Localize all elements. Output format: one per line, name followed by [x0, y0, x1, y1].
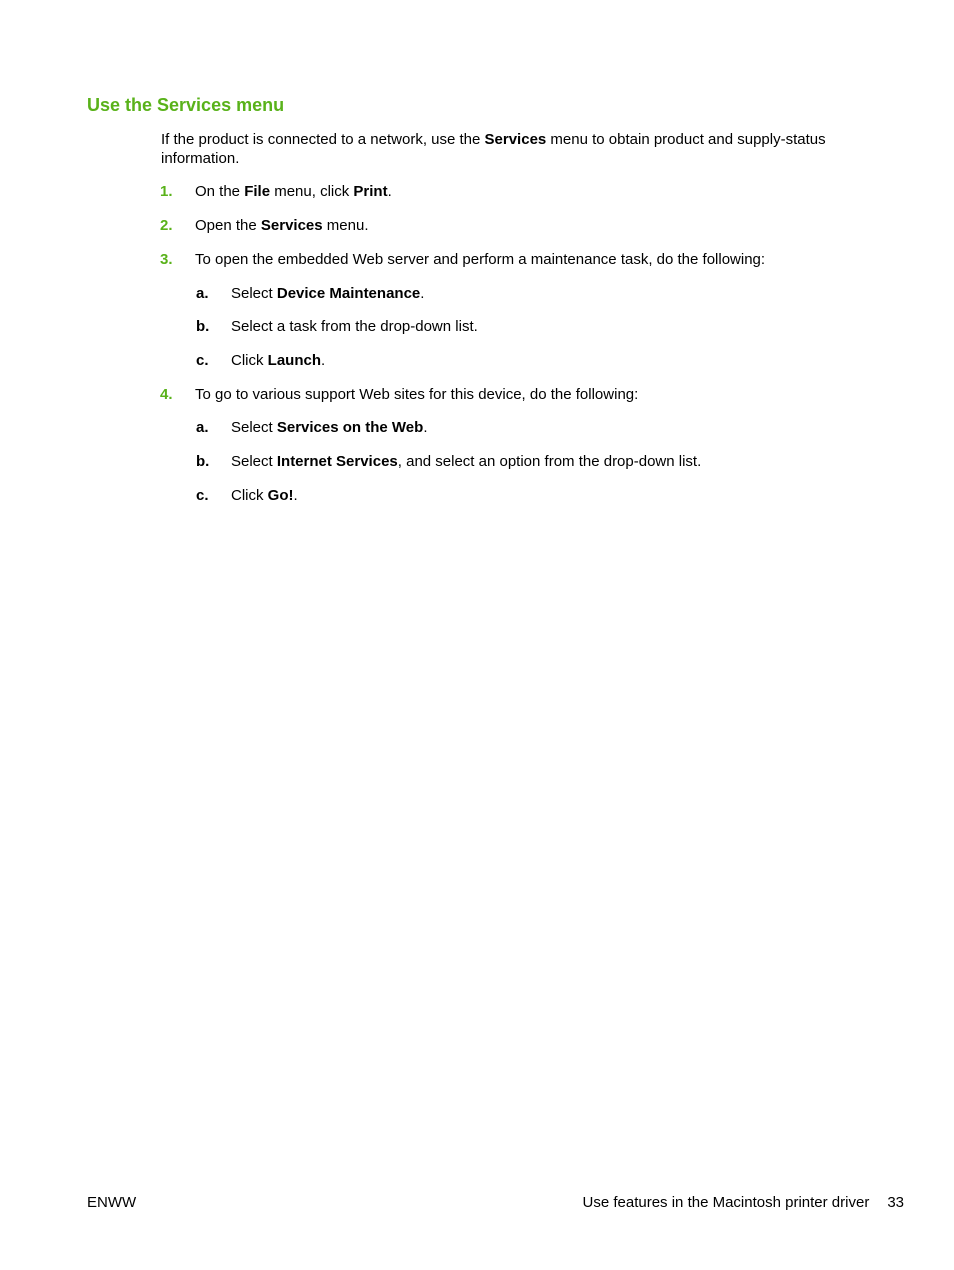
- substep-text: [231, 486, 298, 505]
- text-run: Select: [231, 419, 277, 436]
- text-run: Select: [231, 453, 277, 470]
- text-run: .: [420, 285, 425, 302]
- text-run: To open the embedded Web server and perform a maintenance task, do the following:: [195, 251, 766, 268]
- intro-text-post: menu to obtain product and supply-status information.: [161, 131, 826, 167]
- text-run: .: [321, 352, 326, 369]
- step-number: 4.: [160, 386, 173, 403]
- step-number: 3.: [160, 251, 173, 268]
- footer-chapter-page: [583, 1193, 904, 1212]
- substep-letter: b.: [196, 453, 210, 470]
- bold-run: Device Maintenance: [276, 285, 421, 302]
- bold-run: Launch: [267, 352, 322, 369]
- substep-text: [231, 418, 427, 437]
- substep-letter: c.: [196, 487, 209, 504]
- page-number: 33: [887, 1194, 904, 1211]
- step-text: [195, 182, 392, 201]
- substep-letter: c.: [196, 352, 209, 369]
- step-text: [195, 216, 368, 235]
- text-run: .: [387, 183, 392, 200]
- text-run: menu.: [322, 217, 369, 234]
- substep-text: [231, 284, 424, 303]
- substep-text: [231, 317, 478, 336]
- substep-letter: a.: [196, 285, 209, 302]
- step-text: [195, 250, 765, 269]
- step-text: [195, 385, 638, 404]
- step-number: 1.: [160, 183, 173, 200]
- step-number: 2.: [160, 217, 173, 234]
- text-run: .: [423, 419, 428, 436]
- section-title: Use the Services menu: [87, 95, 285, 115]
- text-run: Open the: [195, 217, 261, 234]
- bold-run: Internet Services: [276, 453, 398, 470]
- intro-text-pre: If the product is connected to a network, use the: [161, 131, 485, 148]
- bold-run: Go!: [267, 487, 294, 504]
- text-run: .: [293, 487, 298, 504]
- bold-run: Print: [353, 183, 388, 200]
- text-run: Click: [231, 352, 268, 369]
- intro-text-bold: Services: [484, 131, 547, 148]
- text-run: Click: [231, 487, 268, 504]
- intro-paragraph: [161, 130, 891, 168]
- text-run: menu, click: [270, 183, 354, 200]
- substep-letter: a.: [196, 419, 209, 436]
- text-run: To go to various support Web sites for this device, do the following:: [195, 386, 639, 403]
- text-run: , and select an option from the drop-down list.: [397, 453, 702, 470]
- footer-doc-code: ENWW: [87, 1194, 137, 1211]
- text-run: Select: [231, 285, 277, 302]
- footer-chapter-title: Use features in the Macintosh printer driver: [582, 1194, 870, 1211]
- substep-text: [231, 351, 325, 370]
- substep-text: [231, 452, 701, 471]
- text-run: Select a task from the drop-down list.: [231, 318, 478, 335]
- bold-run: File: [244, 183, 271, 200]
- substep-letter: b.: [196, 318, 210, 335]
- text-run: On the: [195, 183, 245, 200]
- bold-run: Services on the Web: [276, 419, 424, 436]
- bold-run: Services: [260, 217, 323, 234]
